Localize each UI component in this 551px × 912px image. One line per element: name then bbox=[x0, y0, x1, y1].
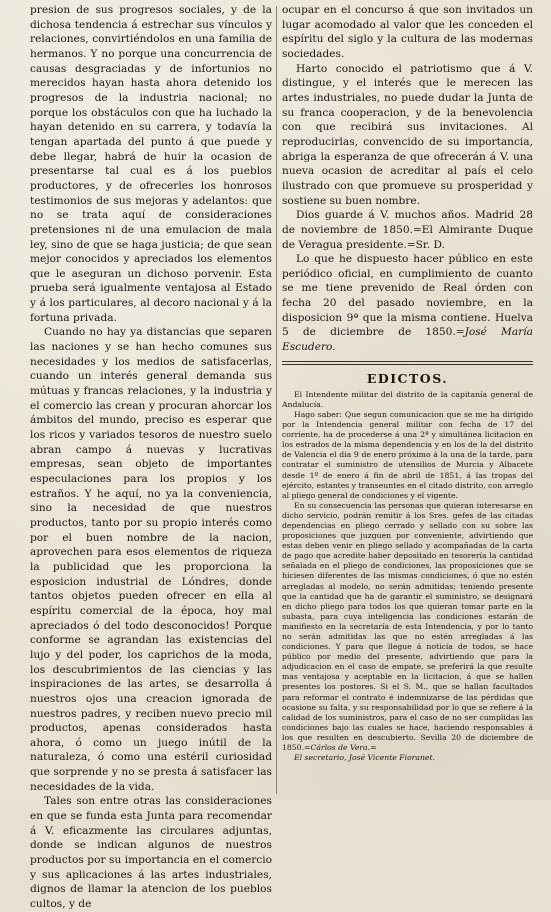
signature-escudero: José María Escudero. bbox=[282, 326, 533, 354]
left-paragraph: presion de sus progresos sociales, y de la dichosa tendencia á estrechar sus vínculos y relaciones, convirtiéndolos en una familia de hermanos. Y no porque una concurrencia de causas desgraciadas y de infortunios no merecidos hayan hasta ahora detenido los progresos de la industria nacional; no porque los obstáculos con que ha luchado la hayan detenido en su carrera, y todavía la tengan apartada del punto á que puede y debe llegar, habrá de huir la ocasion de presentarse tal cual es á los pueblos productores, y de ofrecerles los honrosos testimonios de sus mejoras y adelantos: que no se trata aquí de consideraciones pretensiones ni de una emulacion de mala ley, sino de que se haga justicia; de que sean mejor conocidos y apreciados los elementos que le aseguran un dichoso porvenir. Esta prueba será igualmente ventajosa al Estado y á los particulares, al decoro nacional y á la fortuna privada. bbox=[30, 4, 272, 324]
right-paragraph bbox=[282, 252, 533, 355]
edictos-heading: EDICTOS. bbox=[366, 370, 449, 386]
right-paragraph: Dios guarde á V. muchos años. Madrid 28 de noviembre de 1850.=El Almirante Duque de Veragua presidente.=Sr. D. bbox=[282, 209, 533, 251]
edicto-text: En su consecuencia las personas que quieran interesarse en dicho servicio, podrán remitir á los Sres. gefes de las citadas dependencias en pliego cerrado y sellado con su sobre las proposiciones que juzguen por conveniente, advirtiendo que estas deben venir en pliego sellado y acompañadas de la carta de pago que acredite haber depositado en tesorería la cantidad señalada en el pliego de condiciones, las proposiciones que se hiciesen diferentes de las mismas condiciones, ó que no estén arregladas al modelo, no serán admitidas; teniendo presente que la cantidad que ha de garantir el suministro, se designará en dicho pliego para todos los que quieran tomar parte en la subasta, para cuya inteligencia las condiciones estarán de manifiesto en la secretaría de esta Intendencia, y por lo tanto no serán admitidas las que no estén arregladas á las condiciones. Y para que llegue á noticia de todos, se hace público por medio del presente, advirtiendo que para la adjudicacion en el caso de empate, se preferirá la que resulte mas ventajosa y aceptable en la licitacion, á que se hallen presentes los postores. Si el S. M., que se hallan facultados para reformar el contrato é indemnizarse de las pérdidas que ocasione su falta, y su responsabilidad por lo que se refiere á la calidad de los suministros, para el caso de no ser cumplidas las condiciones bajo las cuales se hace, haciendo responsables á los que resulten en descubierto. Sevilla 20 de diciembre de 1850.= bbox=[282, 500, 533, 753]
edicto-paragraph: El Intendente militar del distrito de la capitanía general de Andalucía. bbox=[282, 389, 533, 409]
edicto-body bbox=[282, 390, 533, 763]
edicto-paragraph bbox=[282, 501, 533, 753]
right-paragraph: ocupar en el concurso á que son invitados un lugar acomodado al valor que les conceden el espíritu del siglo y la cultura de las modernas sociedades. bbox=[282, 4, 533, 60]
secretary-line: El secretario, José Vicente Fioranet. bbox=[294, 753, 435, 763]
column-divider bbox=[276, 6, 277, 794]
edicto-paragraph: Hago saber: Que segun comunicacion que se me ha dirigido por la Intendencia general militar con fecha de 17 del corriente, ha de procederse á una 2ª y simultánea licitacion en los estrados de la misma dependencia y en los de la del distrito de Valencia el dia 9 de enero próximo á la una de la tarde, para contratar el suministro de utensilios de Murcia y Albacete desde 1º de enero á fin de abril de 1851, á las tropas del ejército, estantes y transeuntes en el citado distrito, con arreglo al pliego general de condiciones y el vigente. bbox=[282, 409, 533, 500]
heading-rule bbox=[282, 361, 533, 365]
right-column bbox=[282, 3, 533, 763]
dispatch-text: Lo que he dispuesto hacer público en este periódico oficial, en cumplimiento de cuanto se me tiene prevenido de Real órden con fecha 20 del pasado noviembre, en la disposicion 9ª que la misma contiene. Huelva 5 de diciembre de 1850.= bbox=[282, 253, 533, 339]
left-paragraph: Tales son entre otras las consideraciones en que se funda esta Junta para recomendar á V. eficazmente las circulares adjuntas, donde se indican algunos de nuestros productos por su importancia en el comercio y sus aplicaciones á las artes industriales, dignos de llamar la atencion de los pueblos cultos, y de bbox=[30, 795, 272, 911]
signature-vera: Cárlos de Vera.= bbox=[310, 743, 377, 753]
left-column bbox=[30, 3, 272, 912]
left-paragraph: Cuando no hay ya distancias que separen las naciones y se han hecho comunes sus necesidades y los medios de satisfacerlas, cuando un interés general demanda sus mútuas y francas relaciones, y la industria y el comercio las crean y procuran ahorcar los ámbitos del mundo, preciso es esperar que los ricos y variados tesoros de nuestro suelo abran campo á nuevas y lucrativas empresas, sean objeto de importantes especulaciones para los propios y los estraños. Y he aquí, no ya la conveniencia, sino la necesidad de que nuestros productos, tanto por su propio interés como por el buen nombre de la nacion, aprovechen para esos elementos de riqueza la publicidad que les proporciona la esposicion industrial de Lóndres, donde tantos objetos pueden ofrecer en ella al espíritu comercial de la época, hoy mal apreciados ó del todo desconocidos! Porque conforme se agrandan las existencias del lujo y del poder, los caprichos de la moda, los descubrimientos de las ciencias y las inspiraciones de las artes, se desarrolla á nuestros ojos una creacion ignorada de nuestros padres, y reciben nuevo precio mil productos, apenas considerados hasta ahora, ó como un juego inútil de la naturaleza, ó como una estéril curiosidad que sorprende y no se presta á satisfacer las necesidades de la vida. bbox=[30, 326, 272, 793]
right-paragraph: Harto conocido el patriotismo que á V. distingue, y el interés que le merecen las artes industriales, no puede dudar la Junta de su franca cooperacion, y de la benevolencia con que recibirá sus invitaciones. Al reproducirlas, convencido de su importancia, abriga la esperanza de que ofrecerán á V. una nueva ocasion de acreditar al país el celo ilustrado con que promueve su prosperidad y sostiene su buen nombre. bbox=[282, 62, 533, 207]
